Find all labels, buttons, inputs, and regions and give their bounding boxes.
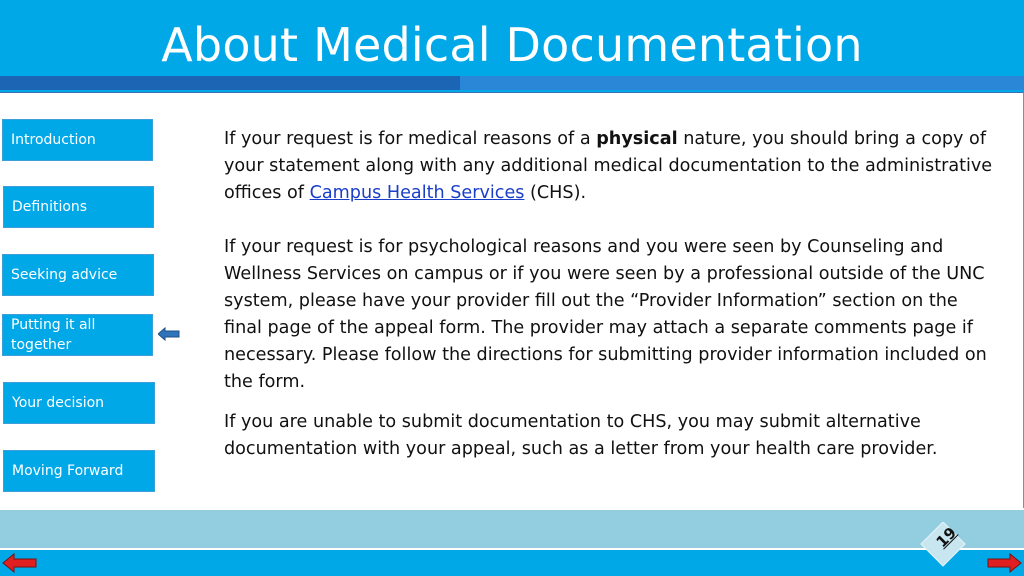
paragraph-alternative: If you are unable to submit documentation to CHS, you may submit alternative documentation with your appeal, such as a letter from your health care provider.: [224, 412, 938, 459]
sidebar-item-introduction[interactable]: [2, 119, 153, 161]
paragraph-text: If your request is for medical reasons of a: [224, 129, 597, 149]
sidebar-item-label: Seeking advice: [11, 267, 118, 283]
sidebar-item-label: Introduction: [11, 132, 96, 148]
sidebar-item-label: Putting it all together: [11, 317, 96, 353]
campus-health-services-link[interactable]: Campus Health Services: [309, 183, 525, 203]
paragraph-text: nature, you should bring a copy of your statement along with any additional medical documentation to the administrative offices of: [224, 129, 993, 203]
page-number: 19: [932, 523, 961, 552]
header-band-light: [460, 76, 1024, 90]
sidebar-item-your-decision[interactable]: [3, 382, 155, 424]
footer-band: [0, 510, 1024, 548]
sidebar-item-seeking-advice[interactable]: [2, 254, 154, 296]
sidebar-item-label: Your decision: [12, 395, 105, 411]
bold-term: physical: [596, 129, 678, 149]
paragraph-text: (CHS).: [524, 183, 587, 203]
header-band: [0, 76, 460, 90]
sidebar-item-moving-forward[interactable]: [3, 450, 155, 492]
sidebar-item-label: Definitions: [12, 199, 88, 215]
paragraph-psychological: If your request is for psychological reasons and you were seen by Counseling and Wellness Services on campus or if you were seen by a professional outside of the UNC system, please have your provider fill out the “Provider Information” section on the final page of the appeal form. The provider may attach a separate comments page if necessary. Please follow the directions for submitting provider information included on the form.: [224, 237, 987, 392]
left-arrow-icon[interactable]: [2, 553, 38, 573]
right-arrow-icon[interactable]: [986, 553, 1022, 573]
paragraph-physical: [224, 126, 994, 207]
sidebar-item-label: Moving Forward: [12, 463, 124, 479]
left-arrow-icon: [158, 327, 180, 341]
main-content: [224, 126, 994, 490]
sidebar-item-putting-it-all-together[interactable]: [2, 314, 153, 356]
page-title: About Medical Documentation: [161, 18, 863, 72]
footer-bar: [0, 550, 1024, 576]
sidebar-item-definitions[interactable]: [3, 186, 154, 228]
